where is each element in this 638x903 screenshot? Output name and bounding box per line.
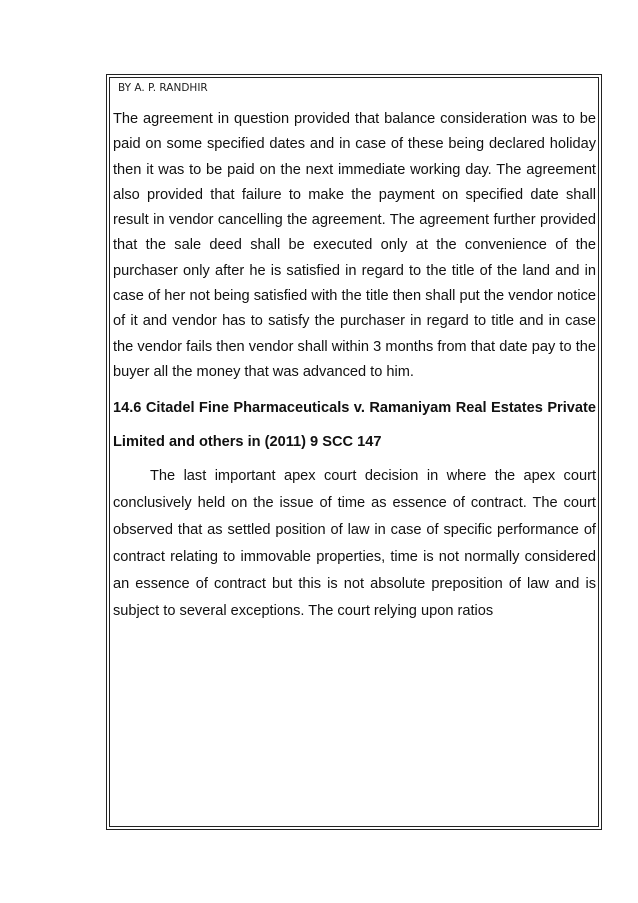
section-heading: 14.6 Citadel Fine Pharmaceuticals v. Ramaniyam Real Estates Private Limited and others in (2011) 9 SCC 147 [113, 400, 596, 451]
page-border [109, 77, 599, 827]
document-body [113, 107, 596, 640]
paragraph-agreement: The agreement in question provided that balance consideration was to be paid on some specified dates and in case of these being declared holiday then it was to be paid on the next immediate working day. The agreement also provided that failure to make the payment on specified date shall result in vendor cancelling the agreement. The agreement further provided that the sale deed shall be executed only at the convenience of the purchaser only after he is satisfied in regard to the title of the land and in case of her not being satisfied with the title then shall put the vendor notice of it and vendor has to satisfy the purchaser in regard to title and in case the vendor fails then vendor shall within 3 months from that date pay to the buyer all the money that was advanced to him. [113, 111, 596, 380]
paragraph-citadel: The last important apex court decision in where the apex court conclusively held on the issue of time as essence of contract. The court observed that as settled position of law in case of specific performance of contract relating to immovable properties, time is not normally considered an essence of contract but this is not absolute preposition of law and is subject to several exceptions. The court relying upon ratios [113, 468, 596, 620]
author-header: BY A. P. RANDHIR [118, 82, 208, 94]
